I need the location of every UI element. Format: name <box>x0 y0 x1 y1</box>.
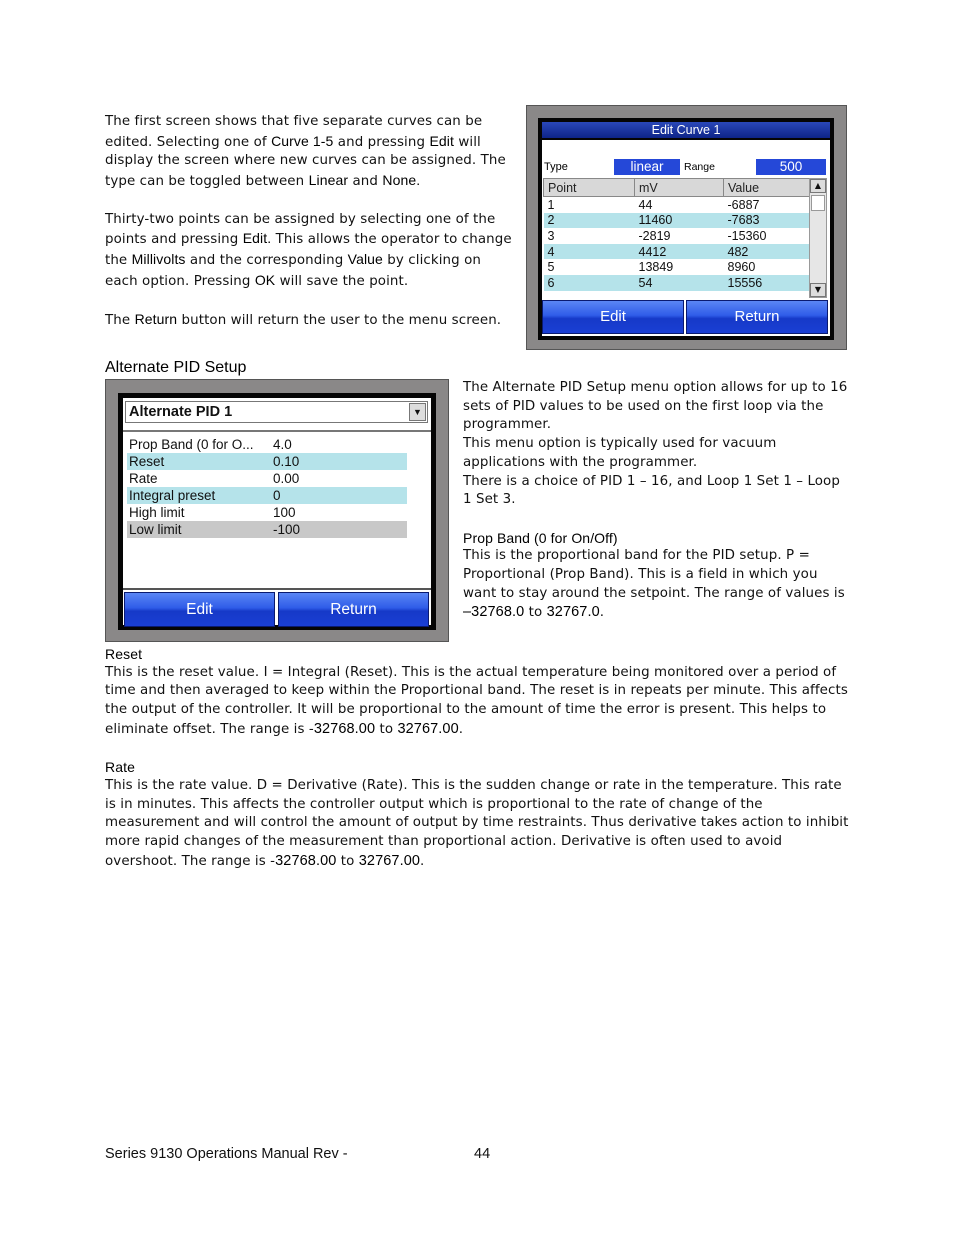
table-row[interactable]: 5 13849 8960 <box>547 260 756 275</box>
scroll-up-arrow-icon[interactable]: ▲ <box>810 179 826 193</box>
pid-set-selected: Alternate PID 1 <box>129 404 233 420</box>
pid-description <box>463 379 851 623</box>
table-row[interactable]: Low limit -100 <box>127 521 407 538</box>
scroll-thumb[interactable] <box>811 195 825 211</box>
prop-band-heading: Prop Band (0 for On/Off) <box>463 529 618 546</box>
edit-button[interactable]: Edit <box>124 592 275 627</box>
type-label: Type <box>544 161 568 173</box>
divider <box>123 430 431 432</box>
table-row[interactable]: Prop Band (0 for O... 4.0 <box>129 437 292 452</box>
edit-button[interactable]: Edit <box>542 300 684 334</box>
prop-band-text: This is the proportional band for the PID setup. P = Proportional (Prop Band). This is a field in which you want to stay around the setpoint. The range of values is –32768.0 to 32767.0. <box>463 548 845 621</box>
table-row[interactable]: 1 44 -6887 <box>547 197 760 212</box>
intro-text <box>105 113 517 331</box>
range-field[interactable]: 500 <box>756 159 826 175</box>
rate-heading: Rate <box>105 759 135 776</box>
reset-text: This is the reset value. I = Integral (Reset). This is the actual temperature being monitored over a period of time and then averaged to keep within the Proportional band. The reset is in repeats per minute. This affects the output of the controller. It will be proportional to the amount of time the error is present. This helps to eliminate offset. The range is -32768.00 to 32767.00. <box>105 664 848 737</box>
alternate-pid-body <box>123 398 431 625</box>
table-row[interactable]: 2 11460 -7683 <box>544 213 814 229</box>
table-row[interactable]: 4 4412 482 <box>544 244 814 260</box>
pid-parameters-table <box>127 436 407 538</box>
rate-text: This is the rate value. D = Derivative (Rate). This is the sudden change or rate in the temperature. This rate is in minutes. This affects the controller output which is proportional to the rate of change of the measurement and will control the amount of output by time restraints. Thus derivative takes action to inhibit more rapid changes of the measurement than proportional action. Derivative is often used to avoid overshoot. The range is -32768.00 to 32767.00. <box>105 777 849 869</box>
pid-set-dropdown[interactable] <box>125 401 428 423</box>
alternate-pid-frame <box>118 393 436 630</box>
section-heading: Alternate PID Setup <box>105 359 247 376</box>
curve-points-table <box>543 178 814 291</box>
intro-paragraph-1: The first screen shows that five separate curves can be edited. Selecting one of Curve 1-5 and pressing Edit will display the screen where new curves can be assigned. The type can be toggled between Linear and None. <box>105 114 506 190</box>
alternate-pid-screenshot <box>105 379 449 642</box>
reset-rate-sections <box>105 645 850 871</box>
footer-manual-title: Series 9130 Operations Manual Rev - <box>105 1146 348 1162</box>
edit-curve-screenshot <box>526 105 847 350</box>
divider <box>123 588 431 590</box>
edit-curve-body <box>542 140 830 336</box>
reset-heading: Reset <box>105 646 143 662</box>
range-label: Range <box>684 161 715 173</box>
table-row[interactable]: 6 54 15556 <box>544 275 814 291</box>
table-row[interactable]: High limit 100 <box>129 505 296 520</box>
scroll-down-arrow-icon[interactable]: ▼ <box>810 283 826 297</box>
table-scrollbar[interactable] <box>809 178 827 298</box>
return-button[interactable]: Return <box>686 300 828 334</box>
type-toggle[interactable]: linear <box>614 159 680 175</box>
column-header-value: Value <box>724 179 814 197</box>
pid-desc-line-1: The Alternate PID Setup menu option allows for up to 16 sets of PID values to be used on the first loop via the programmer. <box>463 380 848 433</box>
table-row[interactable]: Integral preset 0 <box>127 487 407 504</box>
table-row[interactable]: 3 -2819 -15360 <box>547 228 767 243</box>
table-row[interactable]: Reset 0.10 <box>127 453 407 470</box>
return-button[interactable]: Return <box>278 592 429 627</box>
edit-curve-title: Edit Curve 1 <box>542 122 830 138</box>
intro-paragraph-2: Thirty-two points can be assigned by selecting one of the points and pressing Edit. This allows the operator to change the Millivolts and the corresponding Value by clicking on each option. Pressing OK will save the point. <box>105 211 512 289</box>
column-header-mv: mV <box>635 179 724 197</box>
column-header-point: Point <box>544 179 635 197</box>
pid-desc-line-2: This menu option is typically used for vacuum applications with the programmer. <box>463 436 777 470</box>
table-row[interactable]: Rate 0.00 <box>129 471 300 486</box>
chevron-down-icon[interactable]: ▼ <box>409 403 426 421</box>
page-number: 44 <box>474 1146 491 1162</box>
intro-paragraph-3: The Return button will return the user to the menu screen. <box>105 311 502 328</box>
edit-curve-frame <box>538 118 834 340</box>
pid-desc-line-3: There is a choice of PID 1 – 16, and Loop 1 Set 1 – Loop 1 Set 3. <box>463 473 840 508</box>
